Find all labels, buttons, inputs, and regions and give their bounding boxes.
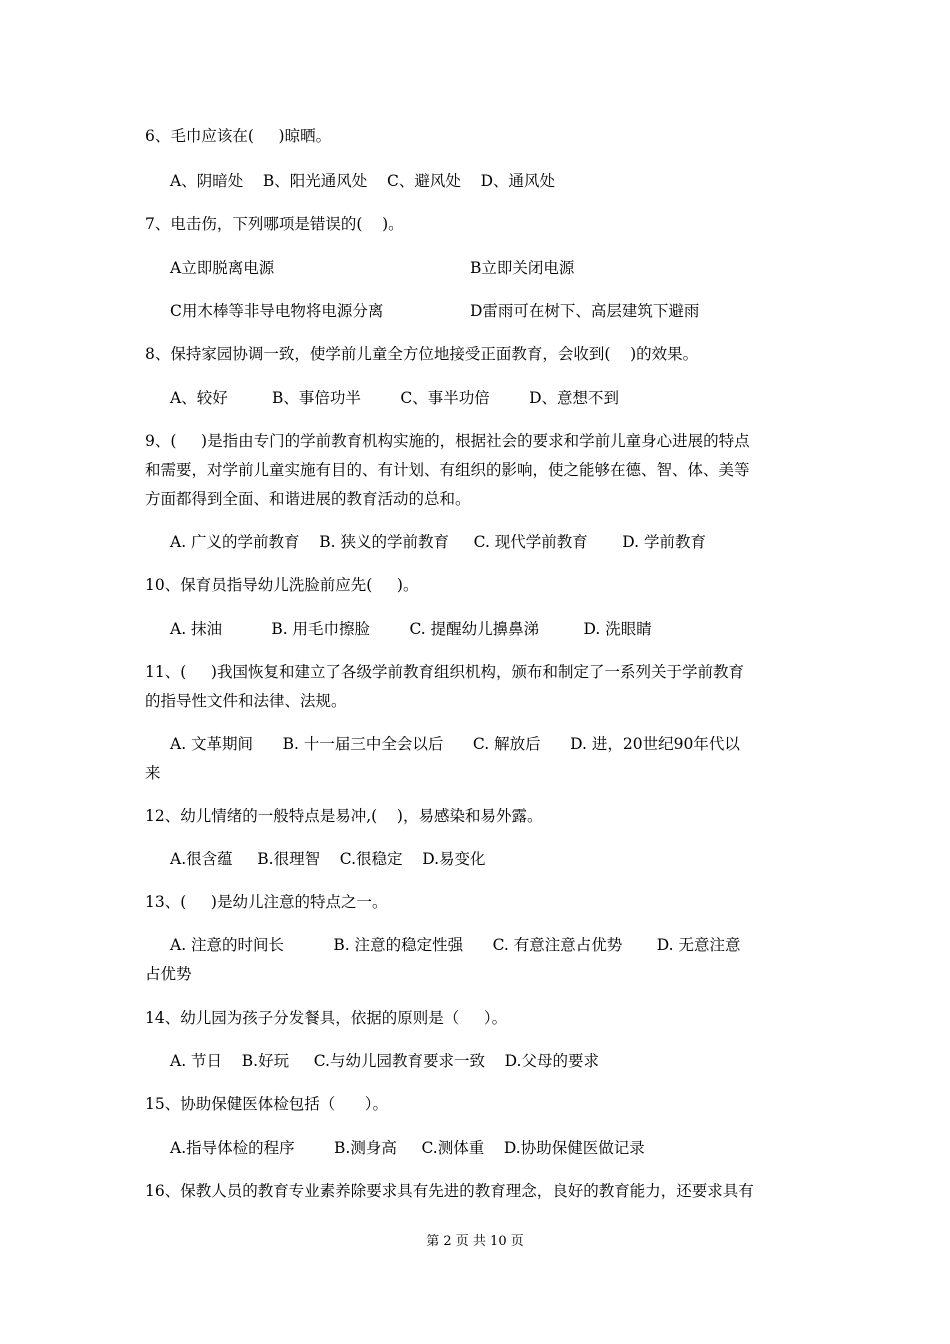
question-14-stem: 14、幼儿园为孩子分发餐具，依据的原则是（ ）。 [145,1009,508,1027]
question-9-stem-line-3: 方面都得到全面、和谐进展的教育活动的总和。 [145,490,471,508]
question-14-options: A. 节日 B.好玩 C.与幼儿园教育要求一致 D.父母的要求 [170,1052,599,1070]
question-8-options: A、较好 B、事倍功半 C、事半功倍 D、意想不到 [170,389,620,407]
question-11-stem-line-2: 的指导性文件和法律、法规。 [145,692,347,710]
question-11-options: A. 文革期间 B. 十一届三中全会以后 C. 解放后 D. 进，20世纪90年代以 [170,735,740,753]
question-9-options: A. 广义的学前教育 B. 狭义的学前教育 C. 现代学前教育 D. 学前教育 [170,533,707,551]
question-9-stem-line-1: 9、( )是指由专门的学前教育机构实施的，根据社会的要求和学前儿童身心进展的特点 [145,432,750,450]
question-15-options: A.指导体检的程序 B.测身高 C.测体重 D.协助保健医做记录 [170,1139,645,1157]
question-8-stem: 8、保持家园协调一致，使学前儿童全方位地接受正面教育，会收到( )的效果。 [145,345,699,363]
page-footer: 第 2 页 共 10 页 [426,1234,524,1249]
question-7-option-c: C用木棒等非导电物将电源分离 [170,302,384,320]
question-16-stem: 16、保教人员的教育专业素养除要求具有先进的教育理念，良好的教育能力，还要求具有 [145,1182,754,1200]
question-15-stem: 15、协助保健医体检包括（ ）。 [145,1095,389,1113]
question-9-stem-line-2: 和需要，对学前儿童实施有目的、有计划、有组织的影响，使之能够在德、智、体、美等 [145,461,750,479]
question-6-stem: 6、毛巾应该在( )晾晒。 [145,127,332,145]
question-13-options-tail: 占优势 [145,965,192,983]
question-13-stem: 13、( )是幼儿注意的特点之一。 [145,893,388,911]
question-10-options: A. 抹油 B. 用毛巾擦脸 C. 提醒幼儿擤鼻涕 D. 洗眼睛 [170,620,652,638]
question-10-stem: 10、保育员指导幼儿洗脸前应先( )。 [145,576,419,594]
question-12-stem: 12、幼儿情绪的一般特点是易冲,( )，易感染和易外露。 [145,807,543,825]
question-6-options: A、阴暗处 B、阳光通风处 C、避风处 D、通风处 [170,172,555,190]
question-11-stem-line-1: 11、( )我国恢复和建立了各级学前教育组织机构，颁布和制定了一系列关于学前教育 [145,663,744,681]
question-11-options-tail: 来 [145,764,161,782]
question-13-options: A. 注意的时间长 B. 注意的稳定性强 C. 有意注意占优势 D. 无意注意 [170,936,741,954]
question-7-option-b: B立即关闭电源 [470,259,575,277]
question-7-option-a: A立即脱离电源 [170,259,275,277]
question-7-stem: 7、电击伤，下列哪项是错误的( )。 [145,215,404,233]
question-12-options: A.很含蕴 B.很理智 C.很稳定 D.易变化 [170,850,486,868]
question-7-option-d: D雷雨可在树下、高层建筑下避雨 [470,302,700,320]
